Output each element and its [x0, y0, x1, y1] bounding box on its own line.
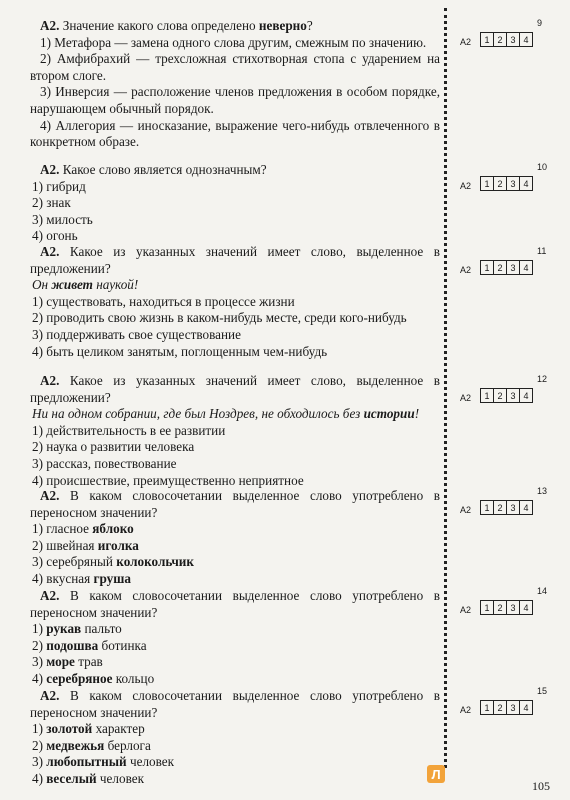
- option-text: пальто: [81, 621, 122, 637]
- answer-option: 2) знак: [32, 195, 71, 211]
- option-number: 1): [32, 621, 47, 637]
- answer-option: [30, 771, 440, 788]
- answer-option: [30, 638, 440, 655]
- option-number: 1): [32, 721, 47, 737]
- answer-option: 1) гибрид: [32, 178, 86, 194]
- question-label: А2.: [40, 18, 60, 33]
- answer-cell[interactable]: 3: [506, 388, 520, 403]
- question-stem: [30, 488, 440, 521]
- option-number: 2): [32, 537, 47, 553]
- question-stem: [30, 588, 440, 621]
- option-text: вкусная: [46, 570, 94, 586]
- task-number: 9: [537, 18, 543, 28]
- highlighted-word: серебряное: [46, 670, 113, 686]
- question-5: [30, 488, 440, 588]
- answer-cells: [481, 176, 533, 191]
- question-label: А2.: [40, 688, 60, 703]
- task-number: 12: [537, 374, 548, 384]
- answer-option: [30, 721, 440, 738]
- page-number: 105: [532, 779, 550, 793]
- answer-cell[interactable]: 1: [480, 176, 494, 191]
- option-number: 3): [32, 754, 47, 770]
- answer-cells: [481, 500, 533, 515]
- answer-cell[interactable]: 1: [480, 600, 494, 615]
- highlighted-word: колокольчик: [116, 554, 194, 570]
- answer-option: 3) милость: [32, 211, 93, 227]
- stem-text: В каком словосочетании выделенное слово употреблено в переносном значении?: [30, 588, 440, 620]
- answer-option: 2) проводить свою жизнь в каком-нибудь месте, среди кого-нибудь: [32, 310, 407, 326]
- answer-cells: [481, 600, 533, 615]
- answer-option: [30, 621, 440, 638]
- highlighted-word: подошва: [46, 637, 99, 653]
- question-stem: [30, 373, 440, 406]
- answer-option: [30, 571, 440, 588]
- highlighted-word: веселый: [46, 770, 97, 786]
- question-label: А2.: [40, 488, 60, 503]
- example-text: наукой!: [92, 277, 139, 293]
- option-text: трав: [74, 654, 103, 670]
- highlighted-word: яблоко: [92, 521, 134, 537]
- answer-cell[interactable]: 1: [480, 388, 494, 403]
- answer-option: [30, 754, 440, 771]
- answer-option: 1) существовать, находиться в процессе жизни: [32, 293, 295, 309]
- stem-text: Какое из указанных значений имеет слово, выделенное в предложении?: [30, 373, 440, 405]
- answer-cell[interactable]: 1: [480, 32, 494, 47]
- question-label: А2.: [40, 162, 60, 177]
- question-7: [30, 688, 440, 788]
- example-text: Он: [32, 277, 52, 293]
- highlighted-word: истории: [363, 406, 415, 422]
- answer-cell[interactable]: 2: [493, 500, 507, 515]
- task-number: 14: [537, 586, 548, 596]
- answer-option: [30, 521, 440, 538]
- question-2: [30, 162, 440, 245]
- stem-text: Значение какого слова определено: [59, 18, 259, 33]
- question-label: А2.: [40, 244, 60, 259]
- answer-code: A2: [460, 37, 472, 47]
- stem-emphasis: неверно: [258, 18, 307, 33]
- question-4: [30, 373, 440, 489]
- answer-option: 4) быть целиком занятым, поглощенным чем-нибудь: [32, 343, 328, 359]
- highlighted-word: море: [46, 654, 75, 670]
- highlighted-word: иголка: [97, 537, 139, 553]
- highlighted-word: груша: [93, 570, 131, 586]
- answer-cell[interactable]: 3: [506, 700, 520, 715]
- answer-cell[interactable]: 3: [506, 32, 520, 47]
- answer-option: 1) Метафора — замена одного слова другим, смежным по значению.: [40, 34, 427, 50]
- answer-cell[interactable]: 4: [519, 600, 533, 615]
- answer-cells: [481, 260, 533, 275]
- answer-cell[interactable]: 4: [519, 260, 533, 275]
- answer-option: [30, 738, 440, 755]
- answer-code: A2: [460, 181, 472, 191]
- answer-option: 1) действительность в ее развитии: [32, 422, 226, 438]
- question-6: [30, 588, 440, 688]
- answer-option: [30, 554, 440, 571]
- answer-code: A2: [460, 605, 472, 615]
- answer-cell[interactable]: 4: [519, 500, 533, 515]
- option-number: 2): [32, 737, 47, 753]
- answer-cell[interactable]: 3: [506, 176, 520, 191]
- highlighted-word: любопытный: [46, 754, 127, 770]
- task-number: 11: [537, 246, 547, 256]
- answer-cell[interactable]: 3: [506, 500, 520, 515]
- option-number: 2): [32, 637, 47, 653]
- stem-text: В каком словосочетании выделенное слово употреблено в переносном значении?: [30, 688, 440, 720]
- answer-option: [30, 671, 440, 688]
- option-text: серебряный: [46, 554, 117, 570]
- answer-cell[interactable]: 4: [519, 388, 533, 403]
- answer-cell[interactable]: 3: [506, 260, 520, 275]
- answer-cell[interactable]: 2: [493, 600, 507, 615]
- option-text: человек: [96, 770, 144, 786]
- highlighted-word: медвежья: [46, 737, 105, 753]
- option-text: берлога: [104, 737, 151, 753]
- answer-cell[interactable]: 2: [493, 388, 507, 403]
- answer-cell[interactable]: 3: [506, 600, 520, 615]
- answer-option: 3) рассказ, повествование: [32, 455, 177, 471]
- answer-option: 4) Аллегория — иносказание, выражение чего-нибудь отвлеченного в конкретном образе.: [30, 117, 440, 150]
- answer-cell[interactable]: 2: [493, 260, 507, 275]
- answer-cell[interactable]: 1: [480, 260, 494, 275]
- answer-cells: [481, 388, 533, 403]
- answer-option: [30, 654, 440, 671]
- option-text: гласное: [46, 521, 93, 537]
- option-number: 4): [32, 570, 47, 586]
- answer-option: 3) поддерживать свое существование: [32, 326, 241, 342]
- question-label: А2.: [40, 373, 60, 388]
- stem-text: Какое из указанных значений имеет слово, выделенное в предложении?: [30, 244, 440, 276]
- answer-cell[interactable]: 2: [493, 32, 507, 47]
- option-number: 3): [32, 554, 47, 570]
- example-text: !: [414, 406, 420, 422]
- example-sentence: [30, 277, 440, 294]
- answer-code: A2: [460, 505, 472, 515]
- answer-code: A2: [460, 393, 472, 403]
- option-number: 3): [32, 654, 47, 670]
- answer-cell[interactable]: 2: [493, 700, 507, 715]
- example-sentence: [30, 406, 440, 423]
- answer-option: 3) Инверсия — расположение членов предложения в особом порядке, нарушающем обычный порядок.: [30, 84, 440, 116]
- answer-cell[interactable]: 2: [493, 176, 507, 191]
- question-label: А2.: [40, 588, 60, 603]
- answer-option: 2) наука о развитии человека: [32, 439, 195, 455]
- answer-cells: [481, 700, 533, 715]
- option-number: 4): [32, 670, 47, 686]
- question-stem: [30, 244, 440, 277]
- question-stem: [30, 162, 440, 179]
- option-text: человек: [126, 754, 175, 770]
- answer-cell[interactable]: 4: [519, 700, 533, 715]
- answer-option: [30, 538, 440, 555]
- task-number: 15: [537, 686, 548, 696]
- task-number: 13: [537, 486, 548, 496]
- option-number: 1): [32, 521, 47, 537]
- highlighted-word: рукав: [46, 621, 82, 637]
- question-stem: [30, 688, 440, 721]
- publisher-logo-icon: Л: [427, 765, 445, 783]
- answer-cell[interactable]: 4: [519, 32, 533, 47]
- answer-cell[interactable]: 1: [480, 500, 494, 515]
- answer-option: 2) Амфибрахий — трехсложная стихотворная стопа с ударением на втором слоге.: [30, 51, 440, 83]
- highlighted-word: живет: [51, 277, 93, 293]
- question-stem: [30, 18, 440, 35]
- task-number: 10: [537, 162, 548, 172]
- answer-cell[interactable]: 1: [480, 700, 494, 715]
- stem-text: Какое слово является однозначным?: [59, 162, 267, 177]
- answer-option: 4) происшествие, преимущественно неприятное: [32, 472, 304, 488]
- answer-code: A2: [460, 265, 472, 275]
- option-text: ботинка: [98, 637, 147, 653]
- example-text: Ни на одном собрании, где был Ноздрев, не обходилось без: [32, 406, 364, 422]
- stem-text: В каком словосочетании выделенное слово употреблено в переносном значении?: [30, 488, 440, 520]
- option-number: 4): [32, 770, 47, 786]
- option-text: швейная: [46, 537, 98, 553]
- cut-line-divider: [444, 8, 447, 768]
- option-text: характер: [92, 721, 145, 737]
- option-text: кольцо: [112, 670, 155, 686]
- highlighted-word: золотой: [46, 721, 93, 737]
- stem-text: ?: [306, 18, 313, 33]
- answer-cell[interactable]: 4: [519, 176, 533, 191]
- answer-cells: [481, 32, 533, 47]
- answer-code: A2: [460, 705, 472, 715]
- question-3: [30, 244, 440, 360]
- question-1: [30, 18, 440, 151]
- answer-option: 4) огонь: [32, 228, 78, 244]
